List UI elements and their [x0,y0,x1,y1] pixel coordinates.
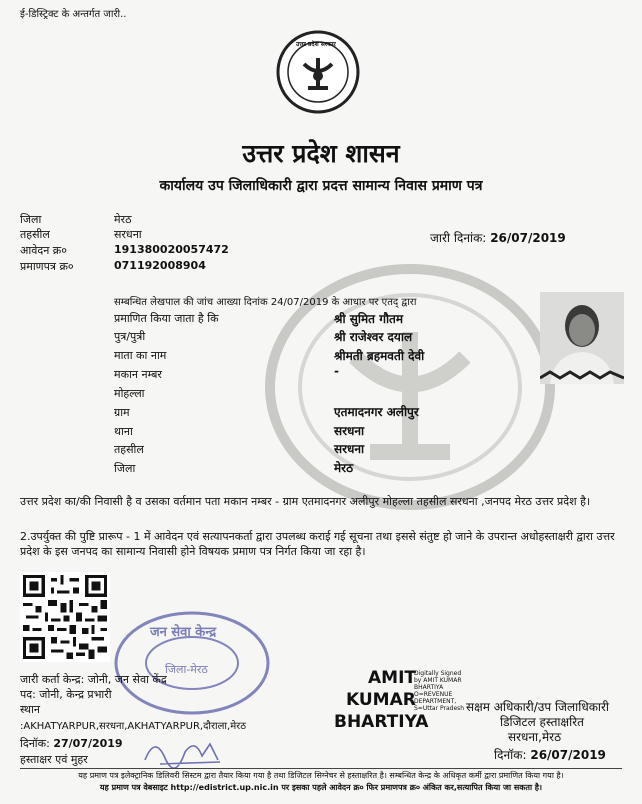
issuer-date [20,736,123,751]
qr-code-icon [20,572,110,662]
detail-value: सरधना [334,442,365,456]
application-value: 191380020057472 [114,243,229,256]
detail-label: थाना [114,425,133,438]
issuer-post: पद: जोनी, केन्द्र प्रभारी [20,688,112,701]
detail-value: एतमादनगर अलीपुर [334,405,419,419]
details-intro: सम्बन्धित लेखपाल की जांच आख्या दिनांक 24/07/2019 के आधार पर एतद् द्वारा [114,297,417,308]
top-note: ई-डिस्ट्रिक्ट के अन्तर्गत जारी.. [20,9,127,20]
detail-label: ग्राम [114,406,130,419]
detail-value: मेरठ [334,461,354,475]
applicant-photo [540,292,624,384]
tehsil-value: सरधना [114,228,142,241]
issuer-date-value: 27/07/2019 [53,737,123,750]
authority-title: सक्षम अधिकारी/उप जिलाधिकारी [466,700,610,714]
footer-divider [20,768,622,769]
district-label: जिला [20,213,42,226]
digital-sign-name-1: AMIT [368,668,416,688]
page-subtitle: कार्यालय उप जिलाधिकारी द्वारा प्रदत्त सामान्य निवास प्रमाण पत्र [159,178,483,194]
sign-label: हस्ताक्षर एवं मुहर [20,753,88,766]
digital-sign-name-2: KUMAR [346,690,416,710]
emblem-text: उत्तर प्रदेश सरकार [296,41,336,48]
certificate-value: 071192008904 [114,259,206,272]
issue-date [430,229,566,246]
detail-label: मोहल्ला [114,387,145,400]
digital-sign-details: Digitally Signed by AMIT KUMAR BHARTIYA O=REVENUE DEPARTMENT, S=Uttar Pradesh [414,670,465,712]
detail-label: माता का नाम [114,349,167,362]
authority-date [494,746,606,763]
footer-note-2: यह प्रमाण पत्र वेबसाइट http://edistrict.up.nic.in पर इसका पहले आवेदन क्र० फिर प्रमाणपत्र क्र० अंकित कर,सत्यापित किया जा सकता है। [99,783,543,792]
footer-note-1: यह प्रमाण पत्र इलेक्ट्रानिक डिलिवरी सिस्टम द्वारा तैयार किया गया है तथा डिजिटल सिग्नेचर से हस्ताक्षरित है। सम्बन्धित केन्द्र के अधिकृत कर्मी द्वारा प्रमाणित किया गया है। [78,771,564,780]
certificate-label: प्रमाणपत्र क्र० [20,260,74,273]
authority-date-value: 26/07/2019 [530,748,606,762]
issuer-date-label: दिनॉक: [20,737,50,750]
page-title: उत्तर प्रदेश शासन [242,139,400,168]
digital-sign-name-3: BHARTIYA [334,712,429,732]
detail-value: श्री सुमित गौतम [334,312,404,326]
authority-digital: डिजिटल हस्ताक्षरित [500,715,584,729]
confirmation-paragraph: 2.उपर्युक्त की पुष्टि प्रारूप - 1 में आवेदन एवं सत्यापनकर्ता द्वारा उपलब्ध कराई गई सूचना तथा इससे संतुष्ट हो जाने के उपरान्त अधोहस्ताक्षरी द्वारा उत्तर प्रदेश के इस जनपद का सामान्य निवासी होने विषयक प्रमाण पत्र निर्गत किया जा रहा है। [20,530,615,558]
authority-date-label: दिनॉक: [494,748,527,762]
district-value: मेरठ [114,213,132,226]
stamp-ring-text: जन सेवा केन्द्र [150,625,217,640]
detail-value: श्री राजेश्वर दयाल [334,330,413,344]
place-label: स्थान [20,703,41,716]
place-value: :AKHATYARPUR,सरधना,AKHATYARPUR,दौराला,मेरठ [20,721,247,732]
application-label: आवेदन क्र० [20,244,67,257]
detail-label: जिला [114,462,136,475]
issuer-center: जारी कर्ता केन्द्र: जोनी, जन सेवा केंद्र [20,673,167,686]
issue-date-value: 26/07/2019 [490,231,566,245]
detail-label: मकान नम्बर [114,368,162,381]
detail-label: प्रमाणित किया जाता है कि [114,312,219,325]
detail-label: तहसील [114,443,144,456]
detail-value: श्रीमती ब्रहमवती देवी [334,349,425,363]
detail-value: सरधना [334,424,365,438]
stamp-center-text: जिला-मेरठ [165,663,208,676]
issue-date-label: जारी दिनांक: [430,231,487,245]
detail-label: पुत्र/पुत्री [114,330,146,343]
person-silhouette-icon [540,292,624,384]
residence-paragraph: उत्तर प्रदेश का/की निवासी है व उसका वर्तमान पता मकान नम्बर - ग्राम एतमादनगर अलीपुर मोहल्ला तहसील सरधना ,जनपद मेरठ उत्तर प्रदेश है। [20,495,591,508]
handwritten-signature-icon [140,730,230,770]
authority-place: सरधना,मेरठ [508,730,562,744]
tehsil-label: तहसील [20,228,50,241]
detail-value: - [334,364,339,378]
